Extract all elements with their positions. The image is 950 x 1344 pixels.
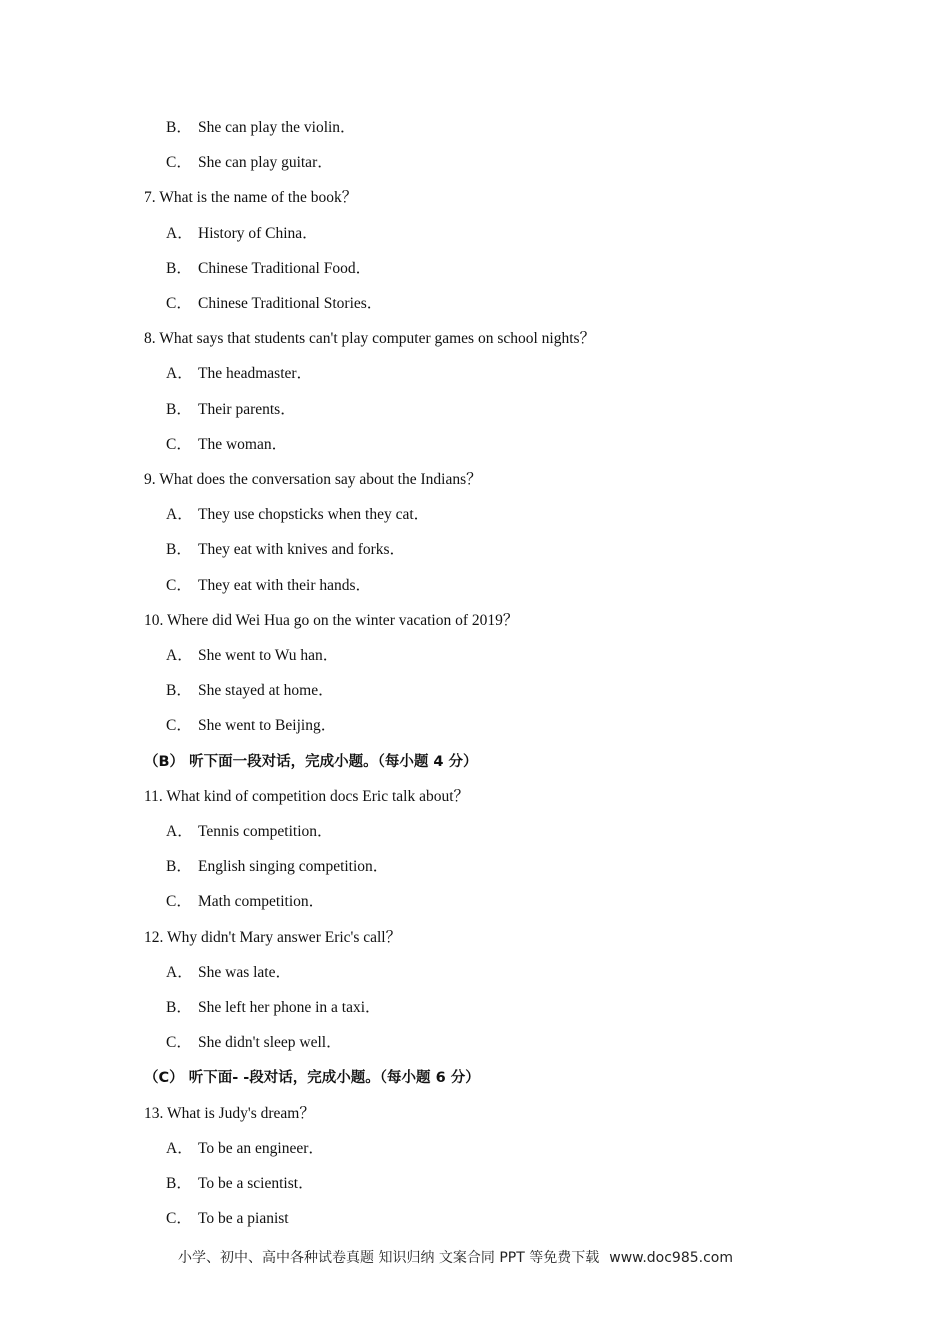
answer-option	[166, 400, 296, 420]
option-text: She stayed at home．	[198, 682, 334, 700]
answer-option	[166, 224, 318, 244]
answer-option	[166, 294, 382, 314]
option-text: The headmaster．	[198, 365, 313, 383]
option-letter: A．	[166, 823, 193, 840]
answer-option	[166, 364, 312, 384]
option-letter: A．	[166, 963, 193, 981]
answer-option	[166, 857, 388, 877]
answer-option	[166, 1033, 342, 1053]
answer-option	[166, 505, 429, 525]
answer-option	[166, 822, 333, 842]
option-text: She went to Beijing．	[198, 717, 337, 735]
answer-option	[166, 716, 336, 736]
answer-option	[166, 646, 338, 666]
question-text: 10. Where did Wei Hua go on the winter vacation of 2019？	[144, 611, 519, 629]
option-letter: C．	[166, 1210, 192, 1228]
answer-option	[166, 540, 405, 560]
question-text: 9. What does the conversation say about the Indians？	[144, 471, 482, 488]
option-text: They eat with their hands．	[198, 576, 372, 594]
section-heading: （C） 听下面- -段对话，完成小题。（每小题 6 分）	[144, 1070, 480, 1087]
option-text: She was late．	[198, 963, 291, 981]
answer-option	[166, 118, 356, 138]
answer-option	[166, 1174, 314, 1194]
question-text: 8. What says that students can't play computer games on school nights？	[144, 330, 596, 348]
option-text: Tennis competition．	[198, 823, 333, 840]
option-letter: B．	[166, 541, 192, 559]
option-text: She didn't sleep well．	[198, 1034, 342, 1052]
option-letter: B．	[166, 400, 192, 418]
answer-option	[166, 576, 371, 596]
option-letter: A．	[166, 506, 193, 524]
option-text: Chinese Traditional Stories．	[198, 295, 383, 312]
option-text: Math competition．	[198, 893, 325, 911]
answer-option	[166, 963, 291, 983]
option-letter: C．	[166, 295, 192, 312]
option-letter: B．	[166, 1175, 192, 1192]
question-text: 12. Why didn't Mary answer Eric's call？	[144, 928, 402, 946]
option-letter: C．	[166, 717, 192, 735]
option-text: History of China．	[198, 224, 318, 242]
option-text: English singing competition．	[198, 858, 389, 876]
option-letter: C．	[166, 576, 192, 594]
option-text: Their parents．	[198, 400, 296, 418]
option-letter: B．	[166, 119, 192, 136]
option-text: To be an engineer．	[198, 1139, 324, 1157]
footer-text: 小学、初中、高中各种试卷真题 知识归纳 文案合同 PPT 等免费下载	[178, 1250, 600, 1266]
option-letter: C．	[166, 1034, 192, 1052]
option-letter: C．	[166, 893, 192, 911]
answer-option	[166, 681, 334, 701]
option-letter: B．	[166, 682, 192, 700]
option-text: Chinese Traditional Food．	[198, 259, 372, 277]
answer-option	[166, 259, 371, 279]
question-text: 7. What is the name of the book？	[144, 189, 358, 207]
answer-option	[166, 153, 333, 173]
option-letter: A．	[166, 647, 193, 664]
page-footer	[178, 1247, 733, 1267]
option-letter: C．	[166, 154, 192, 172]
answer-option	[166, 998, 381, 1018]
option-text: They eat with knives and forks．	[198, 541, 406, 559]
question-text: 13. What is Judy's dream？	[144, 1104, 315, 1122]
answer-option	[166, 1139, 324, 1159]
question-text: 11. What kind of competition docs Eric talk about？	[144, 787, 470, 805]
answer-option	[166, 435, 287, 455]
option-letter: B．	[166, 259, 192, 277]
answer-option	[166, 892, 324, 912]
option-letter: B．	[166, 999, 192, 1016]
option-text: She left her phone in a taxi．	[198, 999, 381, 1016]
option-text: To be a scientist．	[198, 1175, 314, 1192]
footer-site: www.doc985.com	[609, 1250, 733, 1266]
option-text: They use chopsticks when they cat．	[198, 506, 430, 524]
option-letter: A．	[166, 365, 193, 383]
option-text: To be a pianist	[198, 1210, 289, 1228]
answer-option	[166, 1209, 289, 1229]
option-text: She went to Wu han．	[198, 647, 339, 664]
option-text: She can play guitar．	[198, 154, 333, 172]
option-text: She can play the violin．	[198, 119, 356, 136]
option-letter: A．	[166, 1139, 193, 1157]
option-letter: B．	[166, 858, 192, 876]
option-letter: A．	[166, 224, 193, 242]
option-letter: C．	[166, 435, 192, 453]
option-text: The woman．	[198, 435, 288, 453]
section-heading: （B） 听下面一段对话，完成小题。（每小题 4 分）	[144, 753, 478, 770]
